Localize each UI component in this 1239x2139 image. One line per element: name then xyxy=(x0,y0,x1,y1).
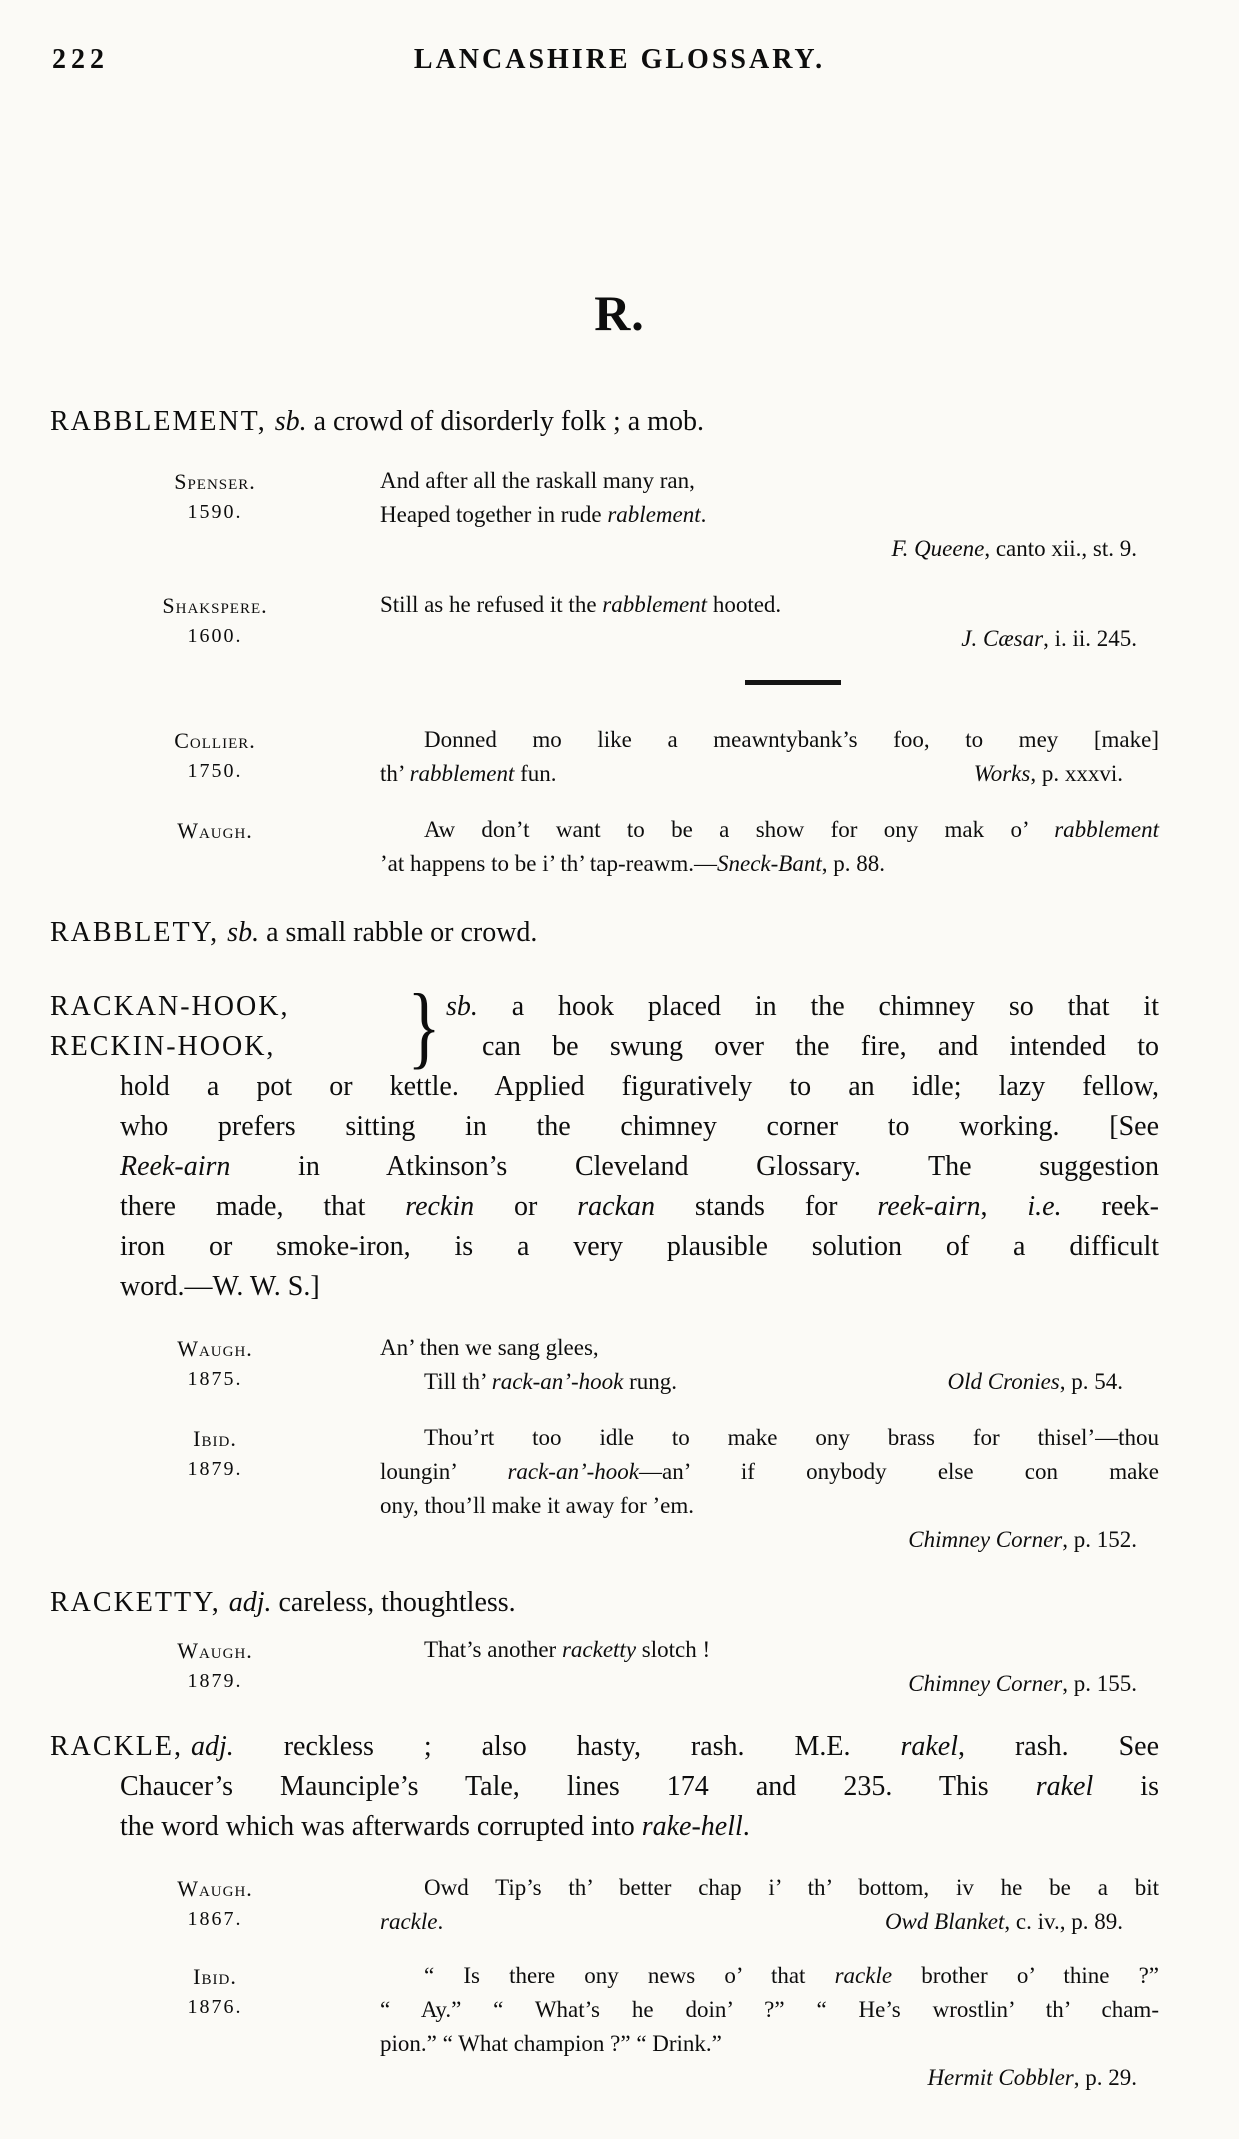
part-of-speech: adj. xyxy=(191,1731,234,1762)
quote-attribution xyxy=(50,1331,380,1399)
definition-text: careless, thoughtless. xyxy=(271,1587,516,1618)
definition-line xyxy=(50,402,1159,442)
quote-line xyxy=(380,1365,1159,1399)
entry-rabblety xyxy=(0,913,1239,953)
text-run: slotch ! xyxy=(636,1637,711,1662)
citation-ref: , canto xii., st. 9. xyxy=(984,536,1137,561)
text-run: —an’ if onybody else con make xyxy=(639,1459,1159,1484)
italic-run: rabblement xyxy=(1054,817,1159,842)
page-header xyxy=(0,0,1239,80)
text-run: . xyxy=(742,1811,750,1842)
italic-run: rake-hell xyxy=(641,1811,743,1842)
entry-rackan-hook xyxy=(0,975,1239,1557)
quote-line xyxy=(380,2027,1159,2061)
quote-year: 1875. xyxy=(187,1368,243,1390)
italic-run: rackle xyxy=(380,1909,438,1934)
italic-run: reckin xyxy=(405,1191,475,1222)
text-run: Donned mo like a meawntybank’s foo, to mey [make] xyxy=(424,727,1159,752)
quote-line xyxy=(380,498,1159,532)
headword: RACKLE, xyxy=(50,1731,183,1762)
italic-run: rackan xyxy=(577,1191,656,1222)
body-line xyxy=(120,1067,1159,1107)
text-run: or xyxy=(474,1191,578,1222)
text-run: reckless ; also hasty, rash. M.E. xyxy=(233,1731,901,1762)
quotation-waugh-1879 xyxy=(50,1633,1159,1701)
quote-source: Ibid. xyxy=(193,1426,237,1451)
quote-attribution xyxy=(50,1959,380,2095)
definition-text: a crowd of disorderly folk ; a mob. xyxy=(306,406,704,437)
quote-line xyxy=(380,1489,1159,1523)
text-run: loungin’ xyxy=(380,1459,508,1484)
text-run: stands for xyxy=(655,1191,878,1222)
text-run: , rash. See xyxy=(958,1731,1160,1762)
work-title: Hermit Cobbler xyxy=(927,2065,1074,2090)
citation xyxy=(380,1523,1159,1557)
quote-line xyxy=(380,464,1159,498)
italic-run: rack-an’-hook xyxy=(491,1369,624,1394)
quotation-spenser xyxy=(50,464,1159,566)
quote-text xyxy=(380,1905,443,1939)
text-run: in Atkinson’s Cleveland Glossary. The suggestion xyxy=(230,1151,1159,1182)
citation xyxy=(380,532,1159,566)
citation xyxy=(885,1905,1159,1939)
quote-line xyxy=(380,1331,1159,1365)
work-title: Owd Blanket xyxy=(884,1909,1005,1934)
italic-run: rabblement xyxy=(602,592,708,617)
quote-source: Waugh. xyxy=(177,1638,253,1663)
part-of-speech: sb. xyxy=(274,406,307,437)
quote-line xyxy=(380,813,1159,847)
text-run: “ Is there ony news o’ that xyxy=(424,1963,835,1988)
text-run: Owd Tip’s th’ better chap i’ th’ bottom, iv he be a bit xyxy=(424,1875,1159,1900)
quote-attribution xyxy=(50,723,380,791)
definition-line xyxy=(50,913,1159,953)
quote-source: Spenser. xyxy=(174,469,256,494)
headword: RACKAN-HOOK, xyxy=(50,991,290,1022)
text-run: Still as he refused it the xyxy=(380,592,603,617)
text-run: ony, thou’ll make it away for ’em. xyxy=(380,1493,695,1518)
entry-racketty xyxy=(0,1583,1239,1701)
work-title: J. Cæsar xyxy=(961,626,1044,651)
quote-line xyxy=(380,757,1159,791)
italic-run: racketty xyxy=(561,1637,637,1662)
text-run: Till th’ xyxy=(424,1369,492,1394)
work-title: F. Queene xyxy=(891,536,985,561)
citation-ref: , p. 155. xyxy=(1062,1671,1137,1696)
work-title: Chimney Corner xyxy=(908,1527,1063,1552)
quote-line xyxy=(380,1633,1159,1667)
quote-line xyxy=(380,847,1159,881)
citation-ref: , p. 152. xyxy=(1062,1527,1137,1552)
quote-source: Waugh. xyxy=(177,818,253,843)
quote-body xyxy=(380,813,1159,881)
text-run: And after all the raskall many ran, xyxy=(380,468,695,493)
quote-body xyxy=(380,1633,1159,1701)
citation-ref: , p. xxxvi. xyxy=(1030,761,1123,786)
italic-run: rablement xyxy=(607,502,701,527)
quote-year: 1600. xyxy=(187,625,243,647)
text-run: rung. xyxy=(623,1369,677,1394)
text-run: word.—W. W. S.] xyxy=(120,1271,320,1302)
italic-run: i.e. xyxy=(1027,1191,1062,1222)
text-run: Thou’rt too idle to make ony brass for thisel’—thou xyxy=(424,1425,1159,1450)
body-line xyxy=(120,1227,1159,1267)
quote-line xyxy=(380,1959,1159,1993)
quotation-collier xyxy=(50,723,1159,791)
quote-body xyxy=(380,1959,1159,2095)
section-divider xyxy=(745,680,841,685)
body-line xyxy=(120,1267,1159,1307)
quotation-shakspere xyxy=(50,588,1159,656)
quote-body xyxy=(380,1331,1159,1399)
quote-body xyxy=(380,1421,1159,1557)
braced-headwords xyxy=(50,975,1159,1077)
quote-line xyxy=(380,1455,1159,1489)
text-run: a hook placed in the chimney so that it xyxy=(477,991,1159,1022)
text-run: can be swung over the fire, and intended to xyxy=(482,1031,1159,1062)
quote-source: Shakspere. xyxy=(162,593,268,618)
quote-line xyxy=(380,723,1159,757)
entry-rabblement xyxy=(0,402,1239,881)
definition-line xyxy=(50,1583,1159,1623)
part-of-speech: adj. xyxy=(228,1587,272,1618)
quote-text xyxy=(380,1365,677,1399)
running-title: LANCASHIRE GLOSSARY. xyxy=(413,44,826,75)
work-title: Sneck-Bant xyxy=(717,851,822,876)
definition-line xyxy=(50,1727,1159,1767)
definition-line xyxy=(120,1807,1159,1847)
body-line xyxy=(120,1147,1159,1187)
text-run: , xyxy=(980,1191,1028,1222)
quote-source: Waugh. xyxy=(177,1336,253,1361)
text-run: hooted. xyxy=(707,592,782,617)
headword: RACKETTY, xyxy=(50,1587,221,1618)
text-run: the word which was afterwards corrupted into xyxy=(120,1811,642,1842)
quote-attribution xyxy=(50,1421,380,1557)
text-run: “ Ay.” “ What’s he doin’ ?” “ He’s wrostlin’ th’ cham- xyxy=(380,1997,1159,2022)
citation-ref: , p. 29. xyxy=(1073,2065,1137,2090)
text-run: fun. xyxy=(514,761,557,786)
italic-run: Reek-airn xyxy=(120,1151,231,1182)
quote-source: Ibid. xyxy=(193,1964,237,1989)
quote-attribution xyxy=(50,813,380,881)
text-run: That’s another xyxy=(424,1637,562,1662)
quote-line xyxy=(380,588,1159,622)
text-run: brother o’ thine ?” xyxy=(892,1963,1159,1988)
quote-year: 1879. xyxy=(187,1670,243,1692)
work-title: Old Cronies xyxy=(947,1369,1060,1394)
text-run: . xyxy=(437,1909,444,1934)
text-run: iron or smoke-iron, is a very plausible solution of a difficult xyxy=(120,1231,1159,1262)
part-of-speech: sb. xyxy=(446,991,478,1022)
italic-run: rack-an’-hook xyxy=(507,1459,639,1484)
text-run: . xyxy=(700,502,707,527)
italic-run: rabblement xyxy=(409,761,515,786)
quote-year: 1590. xyxy=(187,501,243,523)
body-line xyxy=(120,1107,1159,1147)
citation xyxy=(380,622,1159,656)
quote-line xyxy=(380,1993,1159,2027)
text-run: An’ then we sang glees, xyxy=(380,1335,599,1360)
headword: RABBLETY, xyxy=(50,917,220,948)
quote-year: 1879. xyxy=(187,1458,243,1480)
italic-run: rakel xyxy=(900,1731,959,1762)
section-letter: R. xyxy=(594,285,645,341)
brace-glyph: } xyxy=(407,975,441,1077)
quote-attribution xyxy=(50,588,380,656)
italic-run: reek-airn xyxy=(877,1191,981,1222)
work-title: Works xyxy=(973,761,1031,786)
headword-column xyxy=(50,987,402,1067)
quotation-waugh-1875 xyxy=(50,1331,1159,1399)
citation-ref: , p. 88. xyxy=(821,851,885,876)
quote-line xyxy=(380,1871,1159,1905)
headword: RECKIN-HOOK, xyxy=(50,1031,276,1062)
quote-text xyxy=(380,757,557,791)
quotation-ibid-1876 xyxy=(50,1959,1159,2095)
quote-body xyxy=(380,723,1159,791)
italic-run: rakel xyxy=(1035,1771,1094,1802)
italic-run: rackle xyxy=(834,1963,893,1988)
text-run: pion.” “ What champion ?” “ Drink.” xyxy=(380,2031,722,2056)
quote-year: 1876. xyxy=(187,1996,243,2018)
citation-ref: , p. 54. xyxy=(1059,1369,1123,1394)
definition-line xyxy=(120,1767,1159,1807)
work-title: Chimney Corner xyxy=(908,1671,1063,1696)
text-run: is xyxy=(1093,1771,1159,1802)
page-number: 222 xyxy=(52,44,109,75)
text-run: ’at happens to be i’ th’ tap-reawm.— xyxy=(380,851,717,876)
quote-source: Collier. xyxy=(174,728,256,753)
text-run: reek- xyxy=(1061,1191,1159,1222)
definition-line xyxy=(446,1027,1159,1067)
body-line xyxy=(120,1187,1159,1227)
headword: RABBLEMENT, xyxy=(50,406,267,437)
definition-continuation xyxy=(120,1067,1159,1307)
text-run: hold a pot or kettle. Applied figuratively to an idle; lazy fellow, xyxy=(120,1071,1159,1102)
definition-text: a small rabble or crowd. xyxy=(259,917,538,948)
quote-body xyxy=(380,464,1159,566)
quote-attribution xyxy=(50,1871,380,1939)
text-run: who prefers sitting in the chimney corner to working. [See xyxy=(120,1111,1159,1142)
citation xyxy=(974,757,1159,791)
quote-body xyxy=(380,588,1159,656)
quote-line xyxy=(380,1905,1159,1939)
text-run: th’ xyxy=(380,761,410,786)
entry-rackle xyxy=(0,1727,1239,2095)
text-run: Heaped together in rude xyxy=(380,502,608,527)
quote-body xyxy=(380,1871,1159,1939)
text-run: there made, that xyxy=(120,1191,406,1222)
citation xyxy=(948,1365,1160,1399)
part-of-speech: sb. xyxy=(227,917,260,948)
quote-attribution xyxy=(50,464,380,566)
quotation-waugh xyxy=(50,813,1159,881)
quote-line xyxy=(380,1421,1159,1455)
quote-attribution xyxy=(50,1633,380,1701)
quote-year: 1867. xyxy=(187,1908,243,1930)
quote-source: Waugh. xyxy=(177,1876,253,1901)
quotation-ibid-1879 xyxy=(50,1421,1159,1557)
citation xyxy=(380,1667,1159,1701)
citation xyxy=(380,2061,1159,2095)
quotation-waugh-1867 xyxy=(50,1871,1159,1939)
citation-ref: , i. ii. 245. xyxy=(1043,626,1137,651)
citation-ref: , c. iv., p. 89. xyxy=(1004,1909,1123,1934)
text-run: Chaucer’s Maunciple’s Tale, lines 174 and 235. This xyxy=(120,1771,1036,1802)
definition-line xyxy=(446,987,1159,1027)
definition-text-block xyxy=(446,987,1159,1067)
text-run: Aw don’t want to be a show for ony mak o’ xyxy=(424,817,1055,842)
quote-year: 1750. xyxy=(187,760,243,782)
